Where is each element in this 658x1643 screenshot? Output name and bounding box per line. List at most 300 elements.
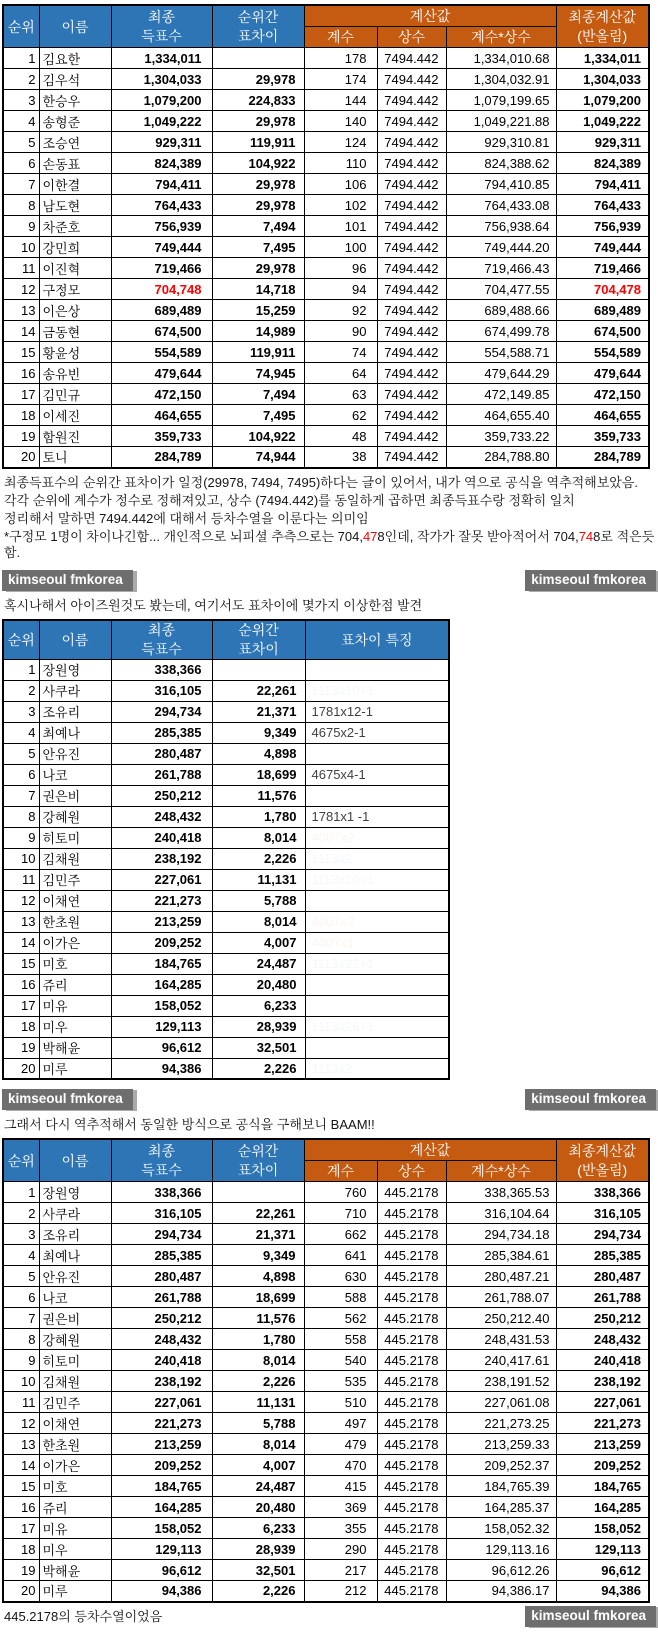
rank-diff-cell: 7,495 <box>212 237 304 258</box>
watermark-left: kimseoul fmkorea <box>2 1089 133 1110</box>
diff-feature-cell: 1113x2 <box>305 1058 449 1079</box>
rank-cell: 14 <box>3 1455 39 1476</box>
product-cell: 719,466.43 <box>446 258 556 279</box>
product-cell: 689,488.66 <box>446 300 556 321</box>
rank-cell: 10 <box>3 848 39 869</box>
name-cell: 김채원 <box>39 1371 111 1392</box>
name-cell: 쥬리 <box>39 974 111 995</box>
rank-diff-cell: 1,780 <box>212 806 305 827</box>
izone-vote-table-body <box>3 1182 649 1602</box>
name-cell: 남도현 <box>39 195 111 216</box>
coefficient-cell: 96 <box>304 258 377 279</box>
coefficient-cell: 48 <box>304 426 377 447</box>
table-row <box>3 764 449 785</box>
rank-cell: 18 <box>3 1539 39 1560</box>
rank-cell: 13 <box>3 911 39 932</box>
final-calc-cell: 294,734 <box>556 1224 649 1245</box>
constant-cell: 7494.442 <box>377 384 446 405</box>
name-cell: 조유리 <box>39 701 111 722</box>
rank-cell: 7 <box>3 174 39 195</box>
table-row <box>3 1266 649 1287</box>
rank-cell: 1 <box>3 48 39 69</box>
col-header-name: 이름 <box>39 5 111 48</box>
name-cell: 이은상 <box>39 300 111 321</box>
table-row <box>3 722 449 743</box>
constant-cell: 7494.442 <box>377 279 446 300</box>
rank-diff-cell: 20,480 <box>212 1497 304 1518</box>
note-line-4-red-digits: 47 <box>362 528 378 544</box>
product-cell: 248,431.53 <box>446 1329 556 1350</box>
final-calc-cell: 824,389 <box>556 153 649 174</box>
coefficient-cell: 217 <box>304 1560 377 1581</box>
col-header-final-calc <box>556 5 649 48</box>
coefficient-cell: 535 <box>304 1371 377 1392</box>
rank-cell: 13 <box>3 300 39 321</box>
col-header-final-votes-line1: 최종 <box>147 8 176 25</box>
rank-cell: 20 <box>3 1058 39 1079</box>
izone-vote-table-header <box>3 1139 649 1182</box>
rank-diff-cell: 22,261 <box>212 1203 304 1224</box>
product-cell: 294,734.18 <box>446 1224 556 1245</box>
rank-diff-cell: 18,699 <box>212 1287 304 1308</box>
coefficient-cell: 102 <box>304 195 377 216</box>
rank-cell: 17 <box>3 995 39 1016</box>
diff-feature-cell: 4675x4-1 <box>305 764 449 785</box>
table-row <box>3 258 649 279</box>
final-calc-cell: 674,500 <box>556 321 649 342</box>
coefficient-cell: 510 <box>304 1392 377 1413</box>
note-line-2: 각각 순위에 계수가 정수로 정해져있고, 상수 (7494.442)를 동일하게 곱하면 최종득표수랑 정확히 일치 <box>4 492 575 508</box>
rank-cell: 9 <box>3 216 39 237</box>
table-row <box>3 216 649 237</box>
constant-cell: 7494.442 <box>377 447 446 468</box>
final-votes-cell: 479,644 <box>111 363 212 384</box>
col-header-final-votes <box>111 1139 212 1182</box>
coefficient-cell: 174 <box>304 69 377 90</box>
final-calc-cell: 359,733 <box>556 426 649 447</box>
table-row <box>3 974 449 995</box>
name-cell: 김민주 <box>39 1392 111 1413</box>
name-cell: 구정모 <box>39 279 111 300</box>
rank-cell: 4 <box>3 722 39 743</box>
footer-note: 445.2178의 등차수열이었음 <box>4 1608 163 1624</box>
diff-feature-cell: 4007x2 <box>305 827 449 848</box>
table-row <box>3 848 449 869</box>
name-cell: 함원진 <box>39 426 111 447</box>
rank-diff-cell: 4,007 <box>212 1455 304 1476</box>
coefficient-cell: 415 <box>304 1476 377 1497</box>
rank-cell: 6 <box>3 153 39 174</box>
name-cell: 히토미 <box>39 1350 111 1371</box>
final-votes-cell: 209,252 <box>111 932 212 953</box>
constant-cell: 7494.442 <box>377 321 446 342</box>
name-cell: 조승연 <box>39 132 111 153</box>
final-votes-cell: 240,418 <box>111 827 212 848</box>
constant-cell: 445.2178 <box>377 1413 446 1434</box>
table-row <box>3 1518 649 1539</box>
constant-cell: 7494.442 <box>377 90 446 111</box>
name-cell: 권은비 <box>39 785 111 806</box>
name-cell: 강민희 <box>39 237 111 258</box>
name-cell: 박해윤 <box>39 1560 111 1581</box>
name-cell: 나코 <box>39 764 111 785</box>
rank-diff-cell: 5,788 <box>212 890 305 911</box>
product-cell: 929,310.81 <box>446 132 556 153</box>
table-row <box>3 384 649 405</box>
rank-diff-cell: 29,978 <box>212 258 304 279</box>
table-row <box>3 1413 649 1434</box>
name-cell: 황윤성 <box>39 342 111 363</box>
coefficient-cell: 178 <box>304 48 377 69</box>
name-cell: 송유빈 <box>39 363 111 384</box>
final-calc-cell: 472,150 <box>556 384 649 405</box>
rank-diff-cell: 29,978 <box>212 69 304 90</box>
constant-cell: 445.2178 <box>377 1455 446 1476</box>
rank-cell: 6 <box>3 764 39 785</box>
rank-cell: 15 <box>3 1476 39 1497</box>
name-cell: 토니 <box>39 447 111 468</box>
table-row <box>3 785 449 806</box>
coefficient-cell: 470 <box>304 1455 377 1476</box>
name-cell: 김민주 <box>39 869 111 890</box>
coefficient-cell: 497 <box>304 1413 377 1434</box>
rank-diff-cell: 11,576 <box>212 1308 304 1329</box>
col-header-product: 계수*상수 <box>446 1161 556 1182</box>
final-calc-cell: 338,366 <box>556 1182 649 1203</box>
name-cell: 최예나 <box>39 1245 111 1266</box>
final-calc-cell: 213,259 <box>556 1434 649 1455</box>
col-header-final-votes-line1: 최종 <box>147 1142 176 1159</box>
table-row <box>3 1058 449 1079</box>
final-calc-cell: 285,385 <box>556 1245 649 1266</box>
rank-diff-cell <box>212 1182 304 1203</box>
coefficient-cell: 94 <box>304 279 377 300</box>
constant-cell: 445.2178 <box>377 1203 446 1224</box>
name-cell: 한승우 <box>39 90 111 111</box>
rank-diff-cell: 8,014 <box>212 827 305 848</box>
constant-cell: 445.2178 <box>377 1371 446 1392</box>
final-votes-cell: 248,432 <box>111 1329 212 1350</box>
x1-vote-table-header <box>3 5 649 48</box>
final-votes-cell: 209,252 <box>111 1455 212 1476</box>
diff-feature-cell: 4007x2 <box>305 911 449 932</box>
final-votes-cell: 129,113 <box>111 1016 212 1037</box>
table-row <box>3 1203 649 1224</box>
final-votes-cell: 794,411 <box>111 174 212 195</box>
col-header-name: 이름 <box>39 620 111 660</box>
final-votes-cell: 227,061 <box>111 1392 212 1413</box>
product-cell: 209,252.37 <box>446 1455 556 1476</box>
rank-diff-cell: 9,349 <box>212 1245 304 1266</box>
rank-diff-cell: 11,131 <box>212 1392 304 1413</box>
final-votes-cell: 338,366 <box>111 659 212 680</box>
table-row <box>3 195 649 216</box>
rank-cell: 17 <box>3 1518 39 1539</box>
izone-section-intro: 혹시나해서 아이즈원것도 봤는데, 여기서도 표차이에 몇가지 이상한점 발견 <box>4 597 423 613</box>
final-votes-cell: 238,192 <box>111 1371 212 1392</box>
product-cell: 316,104.64 <box>446 1203 556 1224</box>
rank-cell: 11 <box>3 1392 39 1413</box>
final-calc-cell: 261,788 <box>556 1287 649 1308</box>
rank-cell: 19 <box>3 1037 39 1058</box>
coefficient-cell: 369 <box>304 1497 377 1518</box>
table-row <box>3 1434 649 1455</box>
diff-feature-cell: 1113x10+1 <box>305 869 449 890</box>
rank-cell: 7 <box>3 1308 39 1329</box>
col-header-calc-group: 계산값 <box>304 5 556 27</box>
table-row <box>3 806 449 827</box>
constant-cell: 445.2178 <box>377 1245 446 1266</box>
final-votes-cell: 294,734 <box>111 701 212 722</box>
diff-feature-cell: 1113x10+1 <box>305 680 449 701</box>
rank-diff-cell: 29,978 <box>212 174 304 195</box>
final-votes-cell: 238,192 <box>111 848 212 869</box>
rank-diff-cell: 28,939 <box>212 1539 304 1560</box>
name-cell: 송형준 <box>39 111 111 132</box>
diff-feature-cell: 1781x1 -1 <box>305 806 449 827</box>
final-calc-cell: 689,489 <box>556 300 649 321</box>
product-cell: 1,079,199.65 <box>446 90 556 111</box>
rank-diff-cell: 11,576 <box>212 785 305 806</box>
constant-cell: 445.2178 <box>377 1308 446 1329</box>
izone-vote-table <box>2 1138 650 1603</box>
name-cell: 최예나 <box>39 722 111 743</box>
table-row <box>3 132 649 153</box>
diff-feature-cell <box>305 1037 449 1058</box>
final-calc-cell: 929,311 <box>556 132 649 153</box>
final-calc-cell: 1,304,033 <box>556 69 649 90</box>
constant-cell: 7494.442 <box>377 111 446 132</box>
constant-cell: 7494.442 <box>377 153 446 174</box>
rank-diff-cell: 8,014 <box>212 1434 304 1455</box>
coefficient-cell: 760 <box>304 1182 377 1203</box>
col-header-final-votes <box>111 620 212 660</box>
rank-cell: 8 <box>3 195 39 216</box>
col-header-rank-diff-line2: 표차이 <box>237 1161 279 1178</box>
name-cell: 박해윤 <box>39 1037 111 1058</box>
name-cell: 이채연 <box>39 890 111 911</box>
col-header-rank-diff-line1: 순위간 <box>237 1142 279 1159</box>
table-row <box>3 279 649 300</box>
name-cell: 사쿠라 <box>39 680 111 701</box>
rank-diff-cell: 24,487 <box>212 1476 304 1497</box>
table-row <box>3 48 649 69</box>
col-header-rank-diff-line2: 표차이 <box>238 640 279 657</box>
col-header-rank-diff-line2: 표차이 <box>237 27 279 44</box>
constant-cell: 7494.442 <box>377 48 446 69</box>
name-cell: 미루 <box>39 1581 111 1602</box>
name-cell: 이한결 <box>39 174 111 195</box>
constant-cell: 445.2178 <box>377 1329 446 1350</box>
table-row <box>3 111 649 132</box>
coefficient-cell: 144 <box>304 90 377 111</box>
final-votes-cell: 213,259 <box>111 911 212 932</box>
final-votes-cell: 280,487 <box>111 743 212 764</box>
rank-cell: 3 <box>3 1224 39 1245</box>
diff-feature-cell: 1113x2 <box>305 848 449 869</box>
constant-cell: 445.2178 <box>377 1476 446 1497</box>
watermark-left: kimseoul fmkorea <box>2 570 133 591</box>
final-votes-cell: 554,589 <box>111 342 212 363</box>
rank-cell: 2 <box>3 69 39 90</box>
rank-diff-cell: 7,494 <box>212 384 304 405</box>
final-votes-cell: 749,444 <box>111 237 212 258</box>
final-votes-cell: 96,612 <box>111 1560 212 1581</box>
col-header-rank-diff <box>212 1139 304 1182</box>
coefficient-cell: 212 <box>304 1581 377 1602</box>
table-row <box>3 447 649 468</box>
rank-diff-cell: 6,233 <box>212 995 305 1016</box>
rank-diff-cell: 2,226 <box>212 1581 304 1602</box>
rank-diff-cell: 32,501 <box>212 1037 305 1058</box>
col-header-coefficient: 계수 <box>304 27 377 48</box>
name-cell: 차준호 <box>39 216 111 237</box>
note-line-4 <box>4 529 656 561</box>
col-header-final-votes-line2: 득표수 <box>141 27 182 44</box>
table-row <box>3 701 449 722</box>
final-votes-cell: 294,734 <box>111 1224 212 1245</box>
final-calc-cell: 284,789 <box>556 447 649 468</box>
table-row <box>3 911 449 932</box>
constant-cell: 7494.442 <box>377 405 446 426</box>
name-cell: 한초원 <box>39 911 111 932</box>
rank-cell: 19 <box>3 426 39 447</box>
rank-diff-cell: 104,922 <box>212 153 304 174</box>
constant-cell: 445.2178 <box>377 1518 446 1539</box>
rank-diff-cell: 21,371 <box>212 1224 304 1245</box>
final-votes-cell: 824,389 <box>111 153 212 174</box>
diff-feature-cell: 4675x2-1 <box>305 722 449 743</box>
name-cell: 조유리 <box>39 1224 111 1245</box>
rank-diff-cell: 2,226 <box>212 848 305 869</box>
product-cell: 280,487.21 <box>446 1266 556 1287</box>
table-row <box>3 932 449 953</box>
constant-cell: 7494.442 <box>377 426 446 447</box>
final-calc-cell: 240,418 <box>556 1350 649 1371</box>
rank-diff-cell: 104,922 <box>212 426 304 447</box>
name-cell: 이채연 <box>39 1413 111 1434</box>
table-row <box>3 890 449 911</box>
note-line-3: 정리해서 말하면 7494.442에 대해서 등차수열을 이룬다는 의미임 <box>4 510 369 526</box>
rank-diff-cell: 4,007 <box>212 932 305 953</box>
constant-cell: 445.2178 <box>377 1539 446 1560</box>
name-cell: 장원영 <box>39 1182 111 1203</box>
rank-diff-cell: 119,911 <box>212 132 304 153</box>
constant-cell: 445.2178 <box>377 1392 446 1413</box>
product-cell: 674,499.78 <box>446 321 556 342</box>
rank-cell: 3 <box>3 90 39 111</box>
rank-diff-cell: 22,261 <box>212 680 305 701</box>
rank-cell: 2 <box>3 680 39 701</box>
final-votes-cell: 1,334,011 <box>111 48 212 69</box>
constant-cell: 445.2178 <box>377 1581 446 1602</box>
final-votes-cell: 240,418 <box>111 1350 212 1371</box>
table-row <box>3 174 649 195</box>
table-row <box>3 1350 649 1371</box>
final-calc-cell: 704,478 <box>556 279 649 300</box>
rank-cell: 15 <box>3 953 39 974</box>
final-calc-cell: 1,049,222 <box>556 111 649 132</box>
coefficient-cell: 588 <box>304 1287 377 1308</box>
rank-cell: 14 <box>3 932 39 953</box>
diff-feature-cell: 1781x12-1 <box>305 701 449 722</box>
rank-cell: 12 <box>3 279 39 300</box>
table-row <box>3 1560 649 1581</box>
name-cell: 김민규 <box>39 384 111 405</box>
product-cell: 261,788.07 <box>446 1287 556 1308</box>
col-header-constant: 상수 <box>377 27 446 48</box>
rank-cell: 1 <box>3 659 39 680</box>
product-cell: 250,212.40 <box>446 1308 556 1329</box>
rank-diff-cell: 14,718 <box>212 279 304 300</box>
rank-cell: 12 <box>3 1413 39 1434</box>
rank-diff-cell: 4,898 <box>212 1266 304 1287</box>
product-cell: 554,588.71 <box>446 342 556 363</box>
product-cell: 284,788.80 <box>446 447 556 468</box>
coefficient-cell: 641 <box>304 1245 377 1266</box>
rank-cell: 2 <box>3 1203 39 1224</box>
product-cell: 749,444.20 <box>446 237 556 258</box>
constant-cell: 7494.442 <box>377 300 446 321</box>
final-votes-cell: 464,655 <box>111 405 212 426</box>
name-cell: 안유진 <box>39 1266 111 1287</box>
rank-cell: 9 <box>3 827 39 848</box>
table-row <box>3 1581 649 1602</box>
rank-diff-cell: 224,833 <box>212 90 304 111</box>
table-row <box>3 237 649 258</box>
rank-cell: 16 <box>3 363 39 384</box>
table-row <box>3 869 449 890</box>
constant-cell: 7494.442 <box>377 195 446 216</box>
table-row <box>3 321 649 342</box>
name-cell: 나코 <box>39 1287 111 1308</box>
name-cell: 이세진 <box>39 405 111 426</box>
rank-cell: 8 <box>3 1329 39 1350</box>
table-row <box>3 1308 649 1329</box>
col-header-coefficient: 계수 <box>304 1161 377 1182</box>
constant-cell: 7494.442 <box>377 69 446 90</box>
product-cell: 794,410.85 <box>446 174 556 195</box>
final-votes-cell: 261,788 <box>111 1287 212 1308</box>
rank-diff-cell: 24,487 <box>212 953 305 974</box>
rank-cell: 13 <box>3 1434 39 1455</box>
coefficient-cell: 355 <box>304 1518 377 1539</box>
final-calc-cell: 764,433 <box>556 195 649 216</box>
final-calc-cell: 794,411 <box>556 174 649 195</box>
final-votes-cell: 94,386 <box>111 1581 212 1602</box>
rank-diff-cell: 11,131 <box>212 869 305 890</box>
constant-cell: 7494.442 <box>377 342 446 363</box>
coefficient-cell: 562 <box>304 1308 377 1329</box>
name-cell: 이진혁 <box>39 258 111 279</box>
name-cell: 미우 <box>39 1539 111 1560</box>
final-votes-cell: 250,212 <box>111 1308 212 1329</box>
rank-diff-cell: 9,349 <box>212 722 305 743</box>
rank-cell: 16 <box>3 974 39 995</box>
final-calc-cell: 221,273 <box>556 1413 649 1434</box>
diff-feature-cell <box>305 785 449 806</box>
coefficient-cell: 38 <box>304 447 377 468</box>
final-votes-cell: 184,765 <box>111 953 212 974</box>
rank-cell: 16 <box>3 1497 39 1518</box>
rank-cell: 19 <box>3 1560 39 1581</box>
table-row <box>3 1037 449 1058</box>
coefficient-cell: 64 <box>304 363 377 384</box>
rank-diff-cell: 28,939 <box>212 1016 305 1037</box>
final-calc-cell: 1,079,200 <box>556 90 649 111</box>
name-cell: 장원영 <box>39 659 111 680</box>
table-row <box>3 69 649 90</box>
